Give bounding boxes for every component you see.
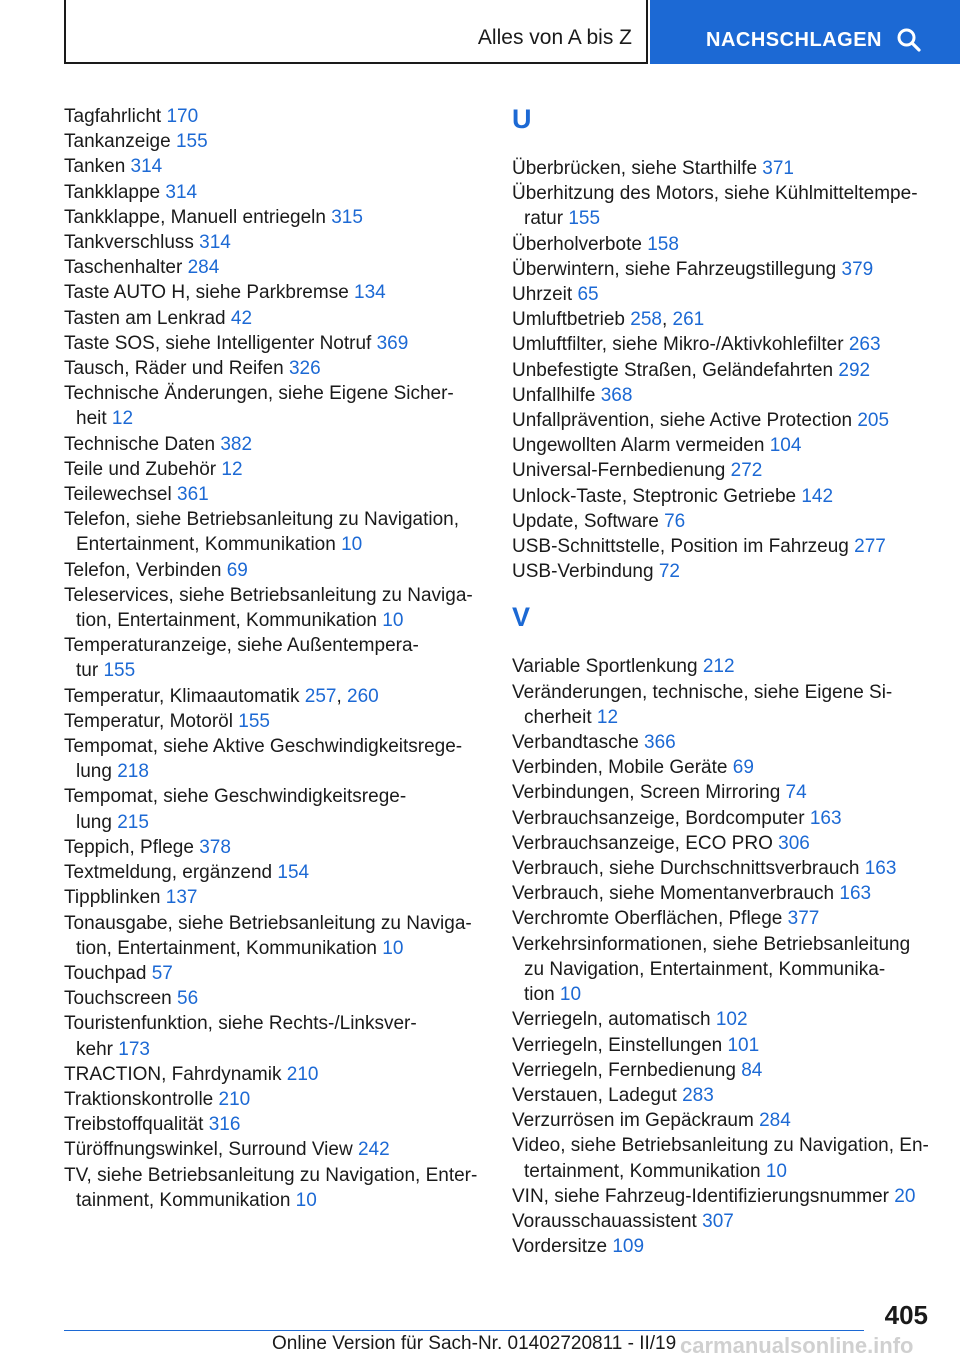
page-link[interactable]: 57 [151, 962, 173, 984]
index-entry-label: Variable Sportlenkung [512, 656, 703, 678]
index-entry-label: Verbrauch, siehe Momentanverbrauch [512, 883, 840, 905]
index-entry-label: Treibstoffqualität [64, 1114, 209, 1136]
index-entry-label: Taschenhalter [64, 257, 188, 279]
index-entry-label: Teile und Zubehör [64, 458, 222, 480]
index-entry [64, 154, 484, 179]
index-entry-label: Universal-Fernbedienung [512, 460, 731, 482]
index-entry-label: Tonausgabe, siehe Betriebsanleitung zu Naviga- [64, 912, 472, 934]
nachschlagen-label: NACHSCHLAGEN [706, 29, 882, 51]
index-entry-label: Tankanzeige [64, 131, 176, 153]
index-entry-label: tion, Entertainment, Kommunikation [76, 937, 383, 959]
page-link[interactable]: 10 [295, 1189, 317, 1211]
index-entry-label: Temperatur, Motoröl [64, 710, 239, 732]
index-entry-label: Verbrauch, siehe Durchschnittsverbrauch [512, 858, 865, 880]
index-entry [512, 1083, 932, 1108]
index-entry-label: Unbefestigte Straßen, Geländefahrten [512, 359, 839, 381]
index-entry-label: kehr [76, 1038, 119, 1060]
index-entry-label: Telefon, siehe Betriebsanleitung zu Navigation, [64, 509, 460, 531]
index-entry [512, 458, 932, 483]
index-entry-label: Telefon, Verbinden [64, 559, 227, 581]
page-link[interactable]: 10 [765, 1160, 787, 1182]
index-entry [64, 331, 484, 356]
index-entry-label: Teleservices, siehe Betriebsanleitung zu Naviga- [64, 584, 473, 606]
page-link[interactable]: 258 [630, 309, 662, 331]
index-entry-label: heit [76, 408, 112, 430]
index-entry [64, 1112, 484, 1137]
index-entry [512, 755, 932, 780]
index-entry-label: Taste SOS, siehe Intelligenter Notruf [64, 332, 377, 354]
index-entry [64, 1062, 484, 1087]
index-entry [64, 129, 484, 154]
index-entry [64, 911, 484, 961]
page-link[interactable]: 158 [647, 233, 679, 255]
page-link[interactable]: 215 [117, 811, 149, 833]
index-entry-label: Verbindungen, Screen Mirroring [512, 782, 786, 804]
index-entry-label: Touchpad [64, 962, 152, 984]
index-entry-label: Vorausschauassistent [512, 1210, 703, 1232]
index-entry [64, 104, 484, 129]
index-entry [512, 307, 932, 332]
page-link[interactable]: 292 [838, 359, 871, 381]
index-entry [512, 654, 932, 679]
page-link[interactable]: 210 [218, 1088, 251, 1110]
index-entry [512, 408, 932, 433]
index-entry [512, 534, 932, 559]
index-list-u [512, 156, 932, 584]
index-entry [512, 1133, 932, 1183]
index-list-v [512, 654, 932, 1259]
index-entry [512, 232, 932, 257]
page-link[interactable]: 378 [199, 836, 231, 858]
index-entry [512, 1058, 932, 1083]
index-entry-label: Verstauen, Ladegut [512, 1084, 683, 1106]
index-entry-label: Teppich, Pflege [64, 836, 200, 858]
page-link[interactable]: 155 [103, 660, 136, 682]
page-link[interactable]: 205 [857, 410, 890, 432]
index-entry [64, 306, 484, 331]
index-entry-label: zu Navigation, Entertainment, Kommunika- [524, 958, 886, 980]
index-entry-label: VIN, siehe Fahrzeug-Identifizierungsnummer [512, 1185, 895, 1207]
index-entry [64, 205, 484, 230]
index-entry [64, 381, 484, 431]
page-number: 405 [884, 1300, 928, 1330]
index-entry [64, 633, 484, 683]
page-separator: , [661, 309, 673, 331]
page-link[interactable]: 377 [787, 908, 820, 930]
index-entry [64, 1087, 484, 1112]
index-entry-label: Türöffnungswinkel, Surround View [64, 1139, 358, 1161]
page-link[interactable]: 163 [839, 883, 872, 905]
nachschlagen-tab[interactable] [650, 0, 960, 64]
index-entry-label: Verriegeln, Fernbedienung [512, 1059, 742, 1081]
index-entry [64, 1163, 484, 1213]
page-link[interactable]: 314 [199, 232, 231, 254]
page-link[interactable]: 74 [785, 782, 807, 804]
page-link[interactable]: 307 [702, 1210, 734, 1232]
index-entry-label: Überholverbote [512, 233, 648, 255]
index-entry [64, 230, 484, 255]
index-entry [64, 180, 484, 205]
index-entry [512, 1209, 932, 1234]
index-entry [512, 358, 932, 383]
index-entry [512, 509, 932, 534]
page-link[interactable]: 173 [118, 1038, 150, 1060]
page-link[interactable]: 284 [759, 1110, 791, 1132]
index-entry [64, 280, 484, 305]
index-entry-label: Vordersitze [512, 1236, 613, 1258]
page-link[interactable]: 283 [682, 1084, 714, 1106]
index-entry-label: Traktionskontrolle [64, 1088, 219, 1110]
page-link[interactable]: 42 [230, 307, 253, 329]
index-entry-label: USB-Verbindung [512, 561, 659, 583]
page-link[interactable]: 314 [130, 156, 163, 178]
index-entry [512, 1234, 932, 1259]
index-entry-label: Verkehrsinformationen, siehe Betriebsanleitung [512, 933, 911, 955]
page-link[interactable]: 154 [277, 862, 310, 884]
index-entry [64, 860, 484, 885]
page-link[interactable]: 12 [221, 458, 243, 480]
page-link[interactable]: 56 [177, 988, 199, 1010]
index-entry [64, 784, 484, 834]
index-entry-label: Umluftbetrieb [512, 309, 631, 331]
index-entry-label: tion [524, 984, 560, 1006]
page-link[interactable]: 12 [111, 408, 134, 430]
index-entry-label: Tempomat, siehe Geschwindigkeitsrege- [64, 786, 407, 808]
index-entry-label: Veränderungen, technische, siehe Eigene Si- [512, 681, 893, 703]
index-entry-label: Technische Änderungen, siehe Eigene Sicher- [64, 383, 454, 405]
page-link[interactable]: 12 [596, 706, 619, 728]
page-link[interactable]: 102 [715, 1009, 748, 1031]
page-link[interactable]: 76 [664, 510, 686, 532]
index-entry [512, 730, 932, 755]
page-link[interactable]: 315 [331, 206, 363, 228]
index-entry [64, 835, 484, 860]
page-link[interactable]: 260 [347, 685, 379, 707]
page-link[interactable]: 306 [778, 832, 810, 854]
index-entry-label: Uhrzeit [512, 284, 578, 306]
index-entry-label: Temperaturanzeige, siehe Außentempera- [64, 635, 419, 657]
page-link[interactable]: 10 [382, 937, 404, 959]
index-entry-label: Tankklappe [64, 181, 166, 203]
index-entry [512, 856, 932, 881]
page-link[interactable]: 379 [841, 258, 874, 280]
page-link[interactable]: 218 [117, 761, 149, 783]
index-entry [64, 432, 484, 457]
page-link[interactable]: 163 [809, 807, 842, 829]
page-link[interactable]: 257 [304, 685, 337, 707]
page-link[interactable]: 242 [357, 1139, 390, 1161]
index-entry-label: Tankverschluss [64, 232, 200, 254]
page-link[interactable]: 69 [226, 559, 248, 581]
index-entry [64, 558, 484, 583]
page-link[interactable]: 10 [382, 610, 404, 632]
index-entry [512, 1184, 932, 1209]
index-entry-label: Unlock-Taste, Steptronic Getriebe [512, 485, 802, 507]
index-entry [64, 734, 484, 784]
index-entry-label: Temperatur, Klimaautomatik [64, 685, 305, 707]
index-entry-label: USB-Schnittstelle, Position im Fahrzeug [512, 536, 855, 558]
index-entry [512, 780, 932, 805]
page-link[interactable]: 314 [165, 181, 198, 203]
page-link[interactable]: 316 [208, 1114, 241, 1136]
index-entry-label: cherheit [524, 706, 597, 728]
index-entry-label: Technische Daten [64, 433, 221, 455]
index-entry-label: TRACTION, Fahrdynamik [64, 1063, 287, 1085]
page-link[interactable]: 210 [286, 1063, 319, 1085]
index-entry-label: Verriegeln, Einstellungen [512, 1034, 728, 1056]
page-link[interactable]: 272 [730, 460, 763, 482]
page-link[interactable]: 134 [354, 282, 386, 304]
index-entry [512, 831, 932, 856]
page-link[interactable]: 101 [727, 1034, 760, 1056]
page-link[interactable]: 72 [658, 561, 680, 583]
index-entry [512, 1007, 932, 1032]
index-entry [512, 332, 932, 357]
index-entry-label: Touristenfunktion, siehe Rechts-/Linksver- [64, 1013, 417, 1035]
page-link[interactable]: 142 [801, 485, 834, 507]
index-entry [512, 433, 932, 458]
index-entry [64, 457, 484, 482]
page-link[interactable]: 277 [854, 536, 886, 558]
page-link[interactable]: 261 [672, 309, 705, 331]
index-entry [512, 881, 932, 906]
page-link[interactable]: 155 [568, 208, 601, 230]
index-entry-label: Verzurrösen im Gepäckraum [512, 1110, 760, 1132]
index-entry-label: Video, siehe Betriebsanleitung zu Navigation, En- [512, 1135, 929, 1157]
page-link[interactable]: 284 [187, 257, 220, 279]
index-entry [512, 806, 932, 831]
index-entry-label: Tempomat, siehe Aktive Geschwindigkeitsrege- [64, 736, 463, 758]
index-entry [512, 680, 932, 730]
index-entry [64, 709, 484, 734]
index-entry-label: Unfallprävention, siehe Active Protection [512, 410, 858, 432]
index-entry [64, 684, 484, 709]
index-entry [64, 255, 484, 280]
index-column-left [64, 104, 484, 1213]
index-entry-label: Tasten am Lenkrad [64, 307, 231, 329]
page-link[interactable]: 20 [894, 1185, 916, 1207]
index-entry-label: tion, Entertainment, Kommunikation [76, 610, 383, 632]
index-entry-label: tainment, Kommunikation [76, 1189, 296, 1211]
page-link[interactable]: 212 [702, 656, 735, 678]
index-entry [512, 932, 932, 1008]
page-link[interactable]: 369 [376, 332, 409, 354]
index-entry-label: Tausch, Räder und Reifen [64, 358, 289, 380]
page-link[interactable]: 10 [559, 984, 582, 1006]
section-title: Alles von A bis Z [477, 26, 632, 49]
index-entry-label: Überwintern, siehe Fahrzeugstillegung [512, 258, 842, 280]
page-link[interactable]: 326 [288, 358, 321, 380]
index-entry [512, 257, 932, 282]
index-entry-label: Tagfahrlicht [64, 106, 167, 127]
page-link[interactable]: 371 [762, 158, 794, 179]
index-entry-label: Überbrücken, siehe Starthilfe [512, 158, 763, 179]
index-entry [512, 156, 932, 181]
index-entry-label: lung [76, 761, 118, 783]
page-link[interactable]: 104 [769, 435, 802, 457]
page-link[interactable]: 382 [220, 433, 253, 455]
index-entry [64, 986, 484, 1011]
page-link[interactable]: 368 [600, 384, 633, 406]
index-entry-label: Textmeldung, ergänzend [64, 862, 278, 884]
index-entry-label: Teilewechsel [64, 484, 177, 506]
index-entry-label: Verbinden, Mobile Geräte [512, 757, 733, 779]
index-entry [512, 559, 932, 584]
index-entry-label: Verbrauchsanzeige, Bordcomputer [512, 807, 810, 829]
index-entry [512, 1033, 932, 1058]
index-entry-label: Tankklappe, Manuell entriegeln [64, 206, 332, 228]
index-entry-label: Verriegeln, automatisch [512, 1009, 716, 1031]
index-entry [512, 906, 932, 931]
header-section-box [64, 0, 648, 64]
watermark-text: carmanualsonline.info [680, 1333, 914, 1358]
index-entry-label: lung [76, 811, 118, 833]
index-entry [64, 961, 484, 986]
index-entry-label: Überhitzung des Motors, siehe Kühlmitteltempe- [512, 183, 918, 205]
letter-heading-u: U [512, 104, 532, 134]
page-separator: , [336, 685, 348, 707]
index-entry-label: ratur [524, 208, 569, 230]
page-link[interactable]: 155 [175, 131, 208, 153]
index-entry-label: Update, Software [512, 510, 665, 532]
index-entry-label: Tippblinken [64, 887, 166, 909]
letter-heading-v: V [512, 602, 531, 633]
search-icon[interactable] [896, 27, 922, 53]
online-version-text: Online Version für Sach-Nr. 01402720811 - II/19 [272, 1333, 677, 1354]
page-link[interactable]: 361 [177, 484, 209, 506]
page-link[interactable]: 170 [166, 106, 199, 127]
index-entry-label: Tanken [64, 156, 131, 178]
page-link[interactable]: 10 [341, 534, 363, 556]
index-entry-label: Ungewollten Alarm vermeiden [512, 435, 770, 457]
page-link[interactable]: 84 [741, 1059, 763, 1081]
page-link[interactable]: 155 [238, 710, 270, 732]
index-entry-label: Umluftfilter, siehe Mikro-/Aktivkohlefilter [512, 334, 849, 356]
index-entry-label: Verbrauchsanzeige, ECO PRO [512, 832, 779, 854]
index-entry-label: tertainment, Kommunikation [524, 1160, 766, 1182]
page-link[interactable]: 137 [165, 887, 198, 909]
index-entry-label: Entertainment, Kommunikation [76, 534, 342, 556]
page-link[interactable]: 109 [612, 1236, 645, 1258]
index-entry-label: Touchscreen [64, 988, 178, 1010]
index-entry [64, 1137, 484, 1162]
page-link[interactable]: 69 [732, 757, 754, 779]
index-entry [64, 583, 484, 633]
index-entry-label: Verchromte Oberflächen, Pflege [512, 908, 788, 930]
index-entry [64, 507, 484, 557]
index-entry [64, 885, 484, 910]
index-entry [512, 383, 932, 408]
index-column-right [512, 104, 932, 1259]
index-entry [512, 181, 932, 231]
index-entry [512, 282, 932, 307]
footer-divider [64, 1330, 864, 1331]
index-entry-label: Verbandtasche [512, 732, 645, 754]
index-entry-label: Unfallhilfe [512, 384, 601, 406]
page-link[interactable]: 366 [644, 732, 676, 754]
index-entry [512, 1108, 932, 1133]
index-entry-label: Taste AUTO H, siehe Parkbremse [64, 282, 355, 304]
index-entry-label: TV, siehe Betriebsanleitung zu Navigation, Enter- [64, 1164, 478, 1186]
index-entry [512, 484, 932, 509]
page-link[interactable]: 65 [577, 284, 599, 306]
index-entry [64, 1011, 484, 1061]
index-entry [64, 356, 484, 381]
page-link[interactable]: 163 [864, 858, 897, 880]
index-entry-label: tur [76, 660, 104, 682]
page-link[interactable]: 263 [848, 334, 881, 356]
index-entry [64, 482, 484, 507]
